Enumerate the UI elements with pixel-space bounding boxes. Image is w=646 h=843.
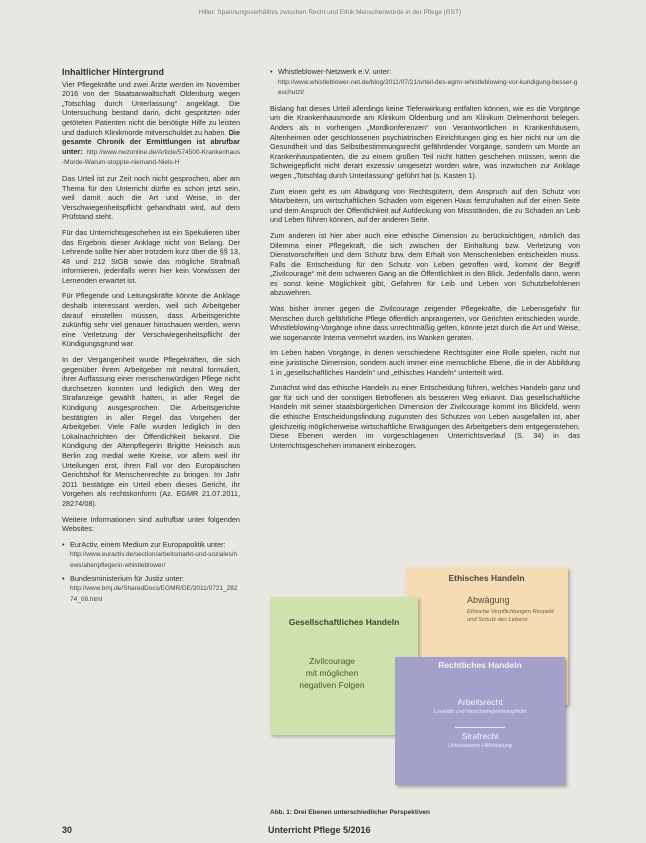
paragraph-2: Das Urteil ist zur Zeit noch nicht gesprochen, aber am Thema für den Unterricht dürfte es schon jetzt sein, weil damit auch die Art und Weise, in der Verschwiegenheitspflicht gehandhabt wird, auf dem Prüfstand steht.	[62, 173, 240, 222]
paragraph-5: In der Vergangenheit wurde Pflegekräften, die sich gegenüber ihrem Arbeitgeber mit neutral formuliert, ihrer Auffassung einer menschenwürdigen Pflege nicht durchsetzen konnten und lediglich den Weg der Strafanzeige gewählt hatten, in aller Regel die Kündigung ausgesprochen. Die Arbeitsgerichte bestätigten in aller Regel das Vorgehen der Arbeitgeber. Viele Fälle wurden lediglich in den Lokalnachrichten der Öffentlichkeit bekannt. Die Kündigung der Altenpflegerin Brigitte Heinisch aus Berlin zog medial weite Kreise, vor allem weil ihr Urteilungen erst, ihren Fall vor den Europäischen Gerichtshof für Menschenrechte zu bringen. Im Jahr 2011 bestätigte ein Urteil eben dieses Gericht, ihr Vorgehen als rechtskonform (Az. EGMR 21.07.2011, 28274/08).	[62, 355, 240, 508]
paragraph-r6: Zunächst wird das ethische Handeln zu einer Entscheidung führen, welches Handeln ganz und gar für sich und der sonstigen Betroffenen als besseren Weg erkannt. Das gesellschaftliche Handeln mit seiner staatsbürgerlichen Dimension der Zivilcourage kommt ins Blickfeld, wenn die ethische Entscheidungsfindung zugunsten des Schutzes von Leben ausgefallen ist, aber gleichzeitig möglicherweise wirtschaftliche Erwägungen des Arbeitgebers dem entgegenstehen. Diese Ebenen werden im vorgeschlagenen Unterrichtsverlauf (S. 34) in das Unterrichtsgeschehen immanent einbezogen.	[270, 383, 580, 450]
society-body	[270, 655, 394, 691]
legal-title: Rechtliches Handeln	[438, 660, 522, 670]
link-list-right	[270, 67, 580, 98]
ethics-description: Ethische Verpflichtungen Respekt und Schutz des Lebens	[467, 609, 554, 623]
divider	[455, 727, 505, 728]
paragraph-1-bold: Die gesamte Chronik der Ermittlungen ist abrufbar unter:	[62, 127, 240, 156]
list-item	[270, 67, 580, 98]
society-line: Zivilcourage	[309, 656, 355, 666]
paragraph-r3: Zum anderen ist hier aber auch eine ethische Dimension zu berücksichtigen, nämlich das Dilemma einer Pflegekraft, die sich zwischen der Einhaltung bzw. Verletzung von Dienstvorschriften und dem Schutz bzw. dem Erhalt von Menschenleben entscheiden muss. Falls die Entscheidung für den Schutz von Leben getroffen wird, kommt der Begriff „Zivilcourage“ mit dem schweren Gang an die Öffentlichkeit in den Blick. Jedenfalls dann, wenn es sonst keine Möglichkeit gibt, Gefahren für Leib und Leben von Schutzbefohlenen abzuwehren.	[270, 230, 580, 298]
list-item	[62, 574, 240, 605]
ethics-subtitle: Abwägung	[467, 595, 510, 605]
page-number: 30	[62, 825, 73, 835]
chronicle-link[interactable]: http://www.nwzonline.de/Article/574500-Krankenhaus-Morde-Warum-stoppte-niemand-Niels-H	[62, 148, 240, 167]
paragraph-1	[62, 80, 240, 168]
paragraph-r5: Im Leben haben Vorgänge, in denen verschiedene Rechtsgüter eine Rolle spielen, nicht nur eine juristische Dimension, sondern auch immer eine menschliche Ebene, die in der Abbildung 1 in „gesellschaftliches Handeln“ und „ethisches Handeln“ unterteilt wird.	[270, 348, 580, 377]
criminal-law-description: Unterlassene Hilfeleistung	[448, 743, 512, 749]
list-item-text: EurActiv, einem Medium zur Europapolitik unter:	[70, 539, 226, 549]
paragraph-1-text: Vier Pflegekräfte und zwei Ärzte werden im November 2016 von der Staatsanwaltschaft Oldenburg wegen „Totschlag durch Unterlassung“ angeklagt. Die Untersuchung bestand darin, dicht gespritzten oder getöteten Patienten nicht die benötigte Hilfe zu leisten und dadurch Klinikmorde mitverschuldet zu haben.	[62, 79, 240, 137]
list-item-text: Bundesministerium für Justiz unter:	[70, 573, 184, 583]
figure-caption: Abb. 1: Drei Ebenen unterschiedlicher Perspektiven	[270, 809, 431, 816]
whistleblower-link[interactable]: http://www.whistleblower-net.de/blog/2011/07/21/urteil-des-egmr-whistleblowing-vor-kundigung-besser-geschutzt/	[278, 78, 578, 97]
society-title: Gesellschaftliches Handeln	[288, 617, 400, 627]
ethics-title: Ethisches Handeln	[448, 573, 525, 583]
legal-box	[395, 657, 565, 785]
paragraph-4: Für Pflegende und Leitungskräfte könnte die Anklage deshalb interessant werden, weil sich Arbeitgeber darauf einstellen müssen, dass Arbeitsgerichte zukünftig sehr viel genauer hinschauen werden, wenn eine Verletzung der Verschwiegenheitspflicht der Kündigungsgrund war.	[62, 291, 240, 349]
paragraph-r1: Bislang hat dieses Urteil allerdings keine Tiefenwirkung entfalten können, wie es die Vorgänge um die Krankenhausmorde am Klinikum Oldenburg und am Klinikum Delmenhorst belegen. Anders als in vorherigen „Mordkonferenzen“ von Verantwortlichen in Krankenhäusern, Altenheimen oder geschlossenen psychiatrischen Einrichtungen ging es hier nicht nur um die Gesundheit und das Selbstbestimmungsrecht gefährdender Vorgänge, sondern um Morde an Krankenhauspatienten, die zu einem großen Teil nicht hätten geschehen müssen, wenn die Schweigepflicht nicht derart exzessiv umgesetzt worden wäre, was inzwischen zur Anklage wegen „Totschlag durch Unterlassung“ geführt hat (s. Kasten 1).	[270, 103, 580, 180]
bmj-link[interactable]: http://www.bmj.de/SharedDocs/EGMR/DE/2011/0721_28274_08.html	[70, 585, 238, 603]
journal-footer: Unterricht Pflege 5/2016	[268, 825, 371, 835]
criminal-law-label: Strafrecht	[461, 731, 499, 741]
running-head: Hiller: Spannungsverhältnis zwischen Recht und Ethik Menschenwürde in der Pflege (RST)	[198, 9, 462, 16]
euractiv-link[interactable]: http://www.euractiv.de/section/arbeitsmarkt-und-soziales/news/altenpflegerin-whistleblower/	[70, 551, 238, 569]
society-line: mit möglichen	[305, 668, 359, 678]
labor-law-description: Loyalität und Verschwiegenheitspflicht	[433, 709, 527, 715]
paragraph-r4: Was bisher immer gegen die Zivilcourage zeigender Pflegekräfte, die Lebensgefahr für Menschen durch gefährliche Pflege öffentlich anprangerten, vor Gerichten entschieden wurde, Whistleblowing-Vorgänge ohne dass unrechtmäßig gelten, könnte jetzt durch die Art und Weise, wie sogenannte Interna vermehrt wurden, ins Wanken geraten.	[270, 304, 580, 342]
paragraph-r2: Zum einen geht es um Abwägung von Rechtsgütern, dem Anspruch auf den Schutz von Mitarbeitern, um wirtschaftlichen Schaden vom eigenen Haus fernzuhalten auf der einen Seite und dem Anspruch der Öffentlichkeit auf Aufdeckung von Missständen, die zu Schaden an Leib und Leben führen können, auf der anderen Seite.	[270, 186, 580, 225]
section-heading: Inhaltlicher Hintergrund	[62, 67, 165, 77]
list-item	[62, 540, 240, 571]
paragraph-3: Für das Unterrichtsgeschehen ist ein Spekulieren über das Ergebnis dieser Anklage nicht von Belang. Der Lehrende sollte hier aber trotzdem kurz über die §§ 13, 48 und 212 StGB sowie das mögliche Strafmaß informieren, jedenfalls wenn hier kein Vorwissen der Lernenden erwartet ist.	[62, 227, 240, 285]
society-line: negativen Folgen	[299, 680, 365, 690]
left-column	[62, 68, 240, 610]
link-list-left	[62, 540, 240, 605]
labor-law-label: Arbeitsrecht	[457, 697, 503, 707]
figure-three-levels	[270, 567, 582, 829]
list-item-text: Whistleblower-Netzwerk e.V. unter:	[278, 67, 392, 76]
paragraph-6: Weitere Informationen sind aufrufbar unter folgenden Websites:	[62, 514, 240, 534]
right-column	[270, 67, 580, 456]
